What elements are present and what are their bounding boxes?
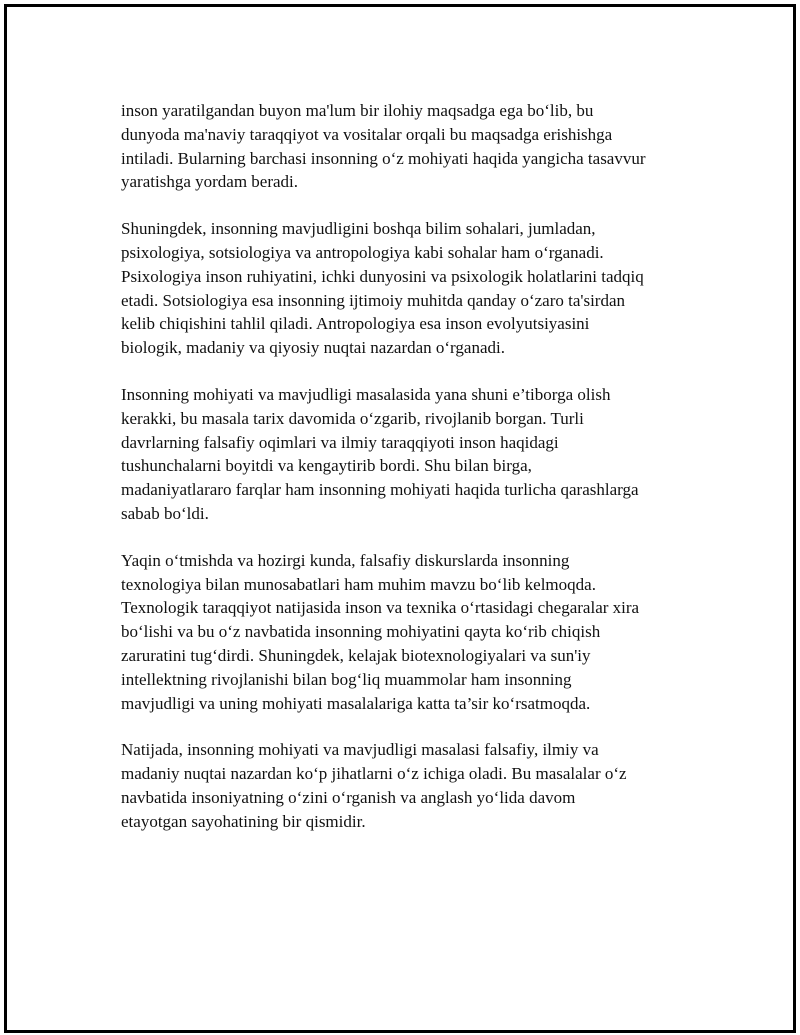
paragraph-4 bbox=[121, 549, 721, 716]
text-line: Natijada, insonning mohiyati va mavjudligi masalasi falsafiy, ilmiy va bbox=[121, 740, 599, 760]
text-line: kelib chiqishini tahlil qiladi. Antropologiya esa inson evolyutsiyasini bbox=[121, 314, 590, 334]
text-line: texnologiya bilan munosabatlari ham muhim mavzu bo‘lib kelmoqda. bbox=[121, 574, 596, 594]
text-line: zaruratini tug‘dirdi. Shuningdek, kelajak biotexnologiyalari va sun'iy bbox=[121, 645, 591, 665]
page-frame bbox=[4, 4, 796, 1033]
text-line: psixologiya, sotsiologiya va antropologiya kabi sohalar ham o‘rganadi. bbox=[121, 242, 604, 262]
text-line: kerakki, bu masala tarix davomida o‘zgarib, rivojlanib borgan. Turli bbox=[121, 408, 584, 428]
text-line: biologik, madaniy va qiyosiy nuqtai nazardan o‘rganadi. bbox=[121, 338, 505, 358]
text-line: mavjudligi va uning mohiyati masalalariga katta ta’sir ko‘rsatmoqda. bbox=[121, 693, 591, 713]
text-line: Psixologiya inson ruhiyatini, ichki dunyosini va psixologik holatlarini tadqiq bbox=[121, 266, 644, 286]
text-line: Texnologik taraqqiyot natijasida inson va texnika o‘rtasidagi chegaralar xira bbox=[121, 598, 640, 618]
text-line: dunyoda ma'naviy taraqqiyot va vositalar orqali bu maqsadga erishishga bbox=[121, 124, 613, 144]
paragraph-2 bbox=[121, 217, 721, 360]
text-line: etadi. Sotsiologiya esa insonning ijtimoiy muhitda qanday o‘zaro ta'sirdan bbox=[121, 290, 625, 310]
text-line: tushunchalarni boyitdi va kengaytirib bordi. Shu bilan birga, bbox=[121, 456, 532, 476]
text-line: intellektning rivojlanishi bilan bog‘liq muammolar ham insonning bbox=[121, 669, 572, 689]
text-line: inson yaratilgandan buyon ma'lum bir ilohiy maqsadga ega bo‘lib, bu bbox=[121, 101, 594, 120]
text-line: Yaqin o‘tmishda va hozirgi kunda, falsafiy diskurslarda insonning bbox=[121, 550, 570, 570]
text-line: bo‘lishi va bu o‘z navbatida insonning mohiyatini qayta ko‘rib chiqish bbox=[121, 622, 601, 642]
text-line: sabab bo‘ldi. bbox=[121, 503, 209, 523]
text-line: etayotgan sayohatining bir qismidir. bbox=[121, 811, 366, 831]
text-line: navbatida insoniyatning o‘zini o‘rganish va anglash yo‘lida davom bbox=[121, 787, 576, 807]
paragraph-1 bbox=[121, 99, 721, 194]
text-line: Shuningdek, insonning mavjudligini boshqa bilim sohalari, jumladan, bbox=[121, 219, 596, 239]
text-line: yaratishga yordam beradi. bbox=[121, 172, 299, 192]
text-line: davrlarning falsafiy oqimlari va ilmiy taraqqiyoti inson haqidagi bbox=[121, 432, 559, 452]
document-body bbox=[121, 99, 721, 857]
text-line: Insonning mohiyati va mavjudligi masalasida yana shuni e’tiborga olish bbox=[121, 384, 611, 404]
text-line: madaniy nuqtai nazardan ko‘p jihatlarni o‘z ichiga oladi. Bu masalalar o‘z bbox=[121, 764, 627, 784]
text-line: madaniyatlararo farqlar ham insonning mohiyati haqida turlicha qarashlarga bbox=[121, 480, 639, 500]
paragraph-3 bbox=[121, 383, 721, 526]
paragraph-5 bbox=[121, 738, 721, 833]
text-line: intiladi. Bularning barchasi insonning o‘z mohiyati haqida yangicha tasavvur bbox=[121, 148, 646, 168]
